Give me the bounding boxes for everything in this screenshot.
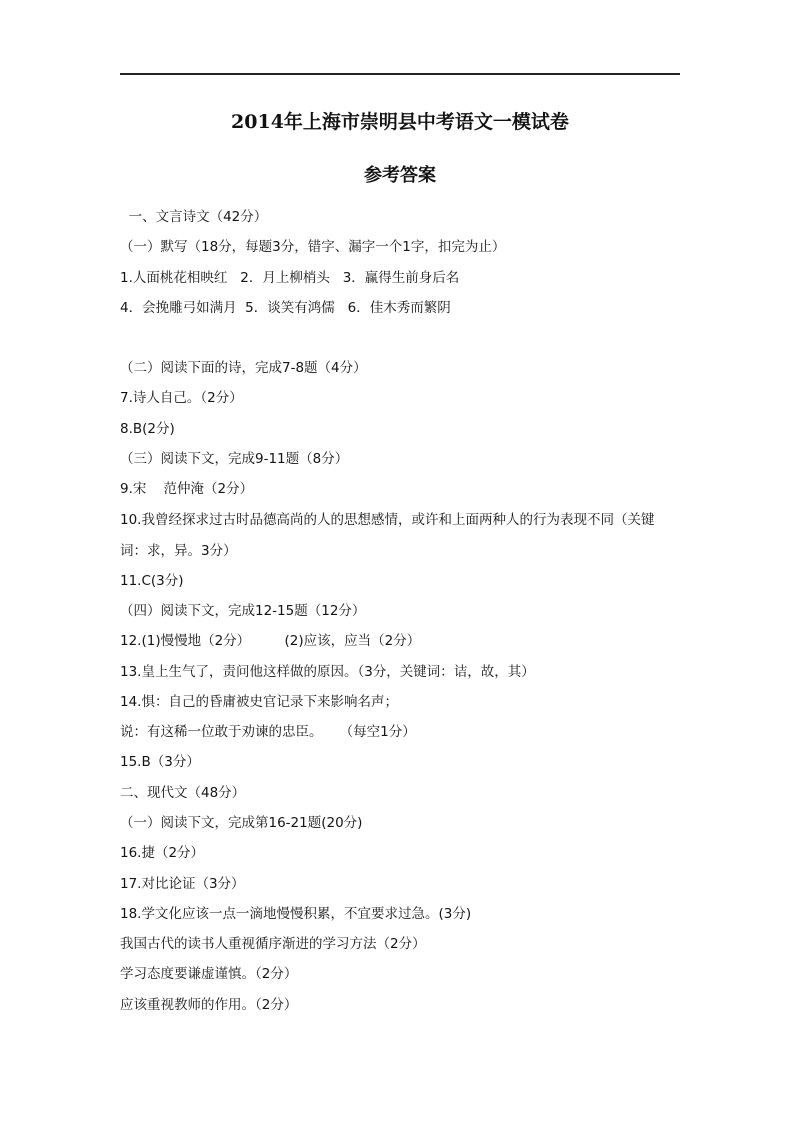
answer-line: 18.学文化应该一点一滴地慢慢积累，不宜要求过急。(3分): [120, 906, 472, 922]
answer-line: 9.宋 范仲淹（2分）: [120, 481, 254, 497]
top-rule: [120, 73, 680, 75]
answer-line: 14.惧：自己的昏庸被史官记录下来影响名声；: [120, 694, 398, 710]
section-heading: 二、现代文（48分）: [120, 785, 246, 801]
section-heading: 一、文言诗文（42分）: [120, 209, 268, 225]
answer-line: 11.C(3分): [120, 573, 184, 589]
answer-line: 我国古代的读书人重视循序渐进的学习方法（2分）: [120, 936, 426, 952]
subsection-heading: （二）阅读下面的诗，完成7-8题（4分）: [120, 360, 367, 376]
answer-line: 15.B（3分）: [120, 754, 200, 770]
document-subtitle: 参考答案: [364, 165, 436, 186]
answer-line: 12.(1)慢慢地（2分） (2)应该，应当（2分）: [120, 633, 421, 649]
subsection-heading: （三）阅读下文，完成9-11题（8分）: [120, 451, 349, 467]
answer-line: 说：有这稀一位敢于劝谏的忠臣。 （每空1分）: [120, 724, 416, 740]
answer-line: 1.人面桃花相映红 2．月上柳梢头 3．赢得生前身后名: [120, 270, 460, 286]
answer-line: 13.皇上生气了，责问他这样做的原因。（3分，关键词：诘，故，其）: [120, 664, 535, 680]
subsection-heading: （一）阅读下文，完成第16-21题(20分): [120, 815, 363, 831]
answer-line: 学习态度要谦虚谨慎。（2分）: [120, 966, 298, 982]
document-title: 2014年上海市崇明县中考语文一模试卷: [231, 111, 569, 133]
subsection-heading: （一）默写（18分，每题3分，错字、漏字一个1字，扣完为止）: [120, 239, 506, 255]
answer-line: 应该重视教师的作用。（2分）: [120, 997, 298, 1013]
subsection-heading: （四）阅读下文，完成12-15题（12分）: [120, 603, 366, 619]
answer-line: 17.对比论证（3分）: [120, 876, 245, 892]
answer-line: 7.诗人自己。（2分）: [120, 390, 243, 406]
answer-line: 词：求，异。3分）: [120, 543, 237, 559]
answer-line: 16.捷（2分）: [120, 845, 205, 861]
answer-line: 4．会挽雕弓如满月 5．谈笑有鸿儒 6．佳木秀而繁阴: [120, 300, 451, 316]
answer-line: 8.B(2分): [120, 421, 175, 437]
answer-line: 10.我曾经探求过古时品德高尚的人的思想感情，或许和上面两种人的行为表现不同（关键: [120, 512, 655, 528]
